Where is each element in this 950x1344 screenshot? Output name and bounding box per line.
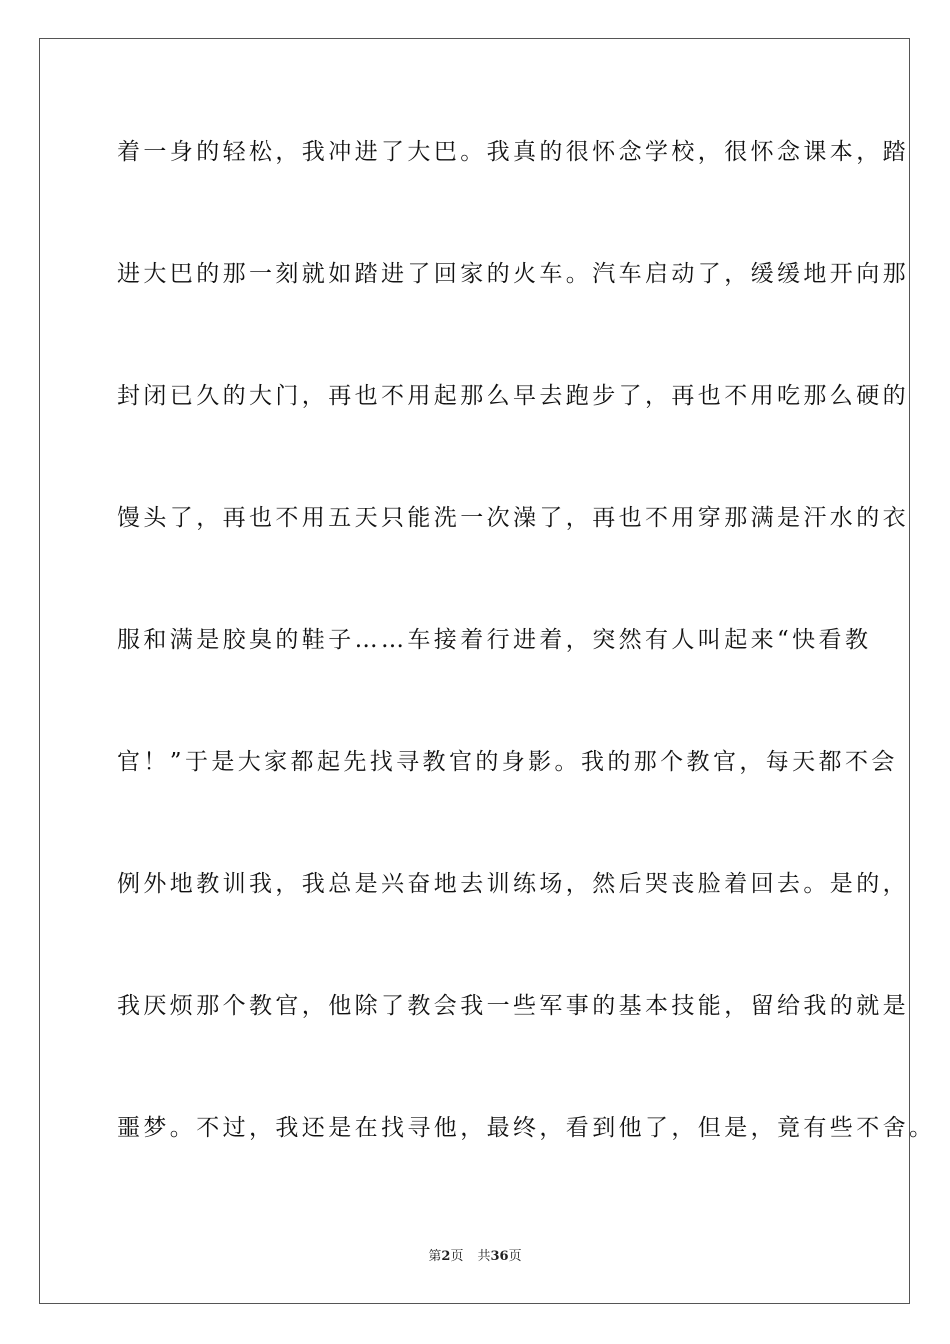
body-text-line-1: 着一身的轻松，我冲进了大巴。我真的很怀念学校，很怀念课本，踏 xyxy=(117,139,909,165)
page-number: 2 xyxy=(441,1249,451,1264)
body-text-line-9: 噩梦。不过，我还是在找寻他，最终，看到他了，但是，竟有些不舍。 xyxy=(117,1115,936,1141)
body-text-line-2: 进大巴的那一刻就如踏进了回家的火车。汽车启动了，缓缓地开向那 xyxy=(117,261,909,287)
body-text-line-6: 官！”于是大家都起先找寻教官的身影。我的那个教官，每天都不会 xyxy=(117,749,898,775)
total-prefix: 共 xyxy=(477,1249,491,1264)
total-suffix: 页 xyxy=(508,1249,522,1264)
page-prefix: 第 xyxy=(428,1249,442,1264)
body-text-line-3: 封闭已久的大门，再也不用起那么早去跑步了，再也不用吃那么硬的 xyxy=(117,383,909,409)
total-pages: 36 xyxy=(490,1249,509,1264)
body-text-line-7: 例外地教训我，我总是兴奋地去训练场，然后哭丧脸着回去。是的， xyxy=(117,871,909,897)
body-text-line-8: 我厌烦那个教官，他除了教会我一些军事的基本技能，留给我的就是 xyxy=(117,993,909,1019)
page-suffix: 页 xyxy=(450,1249,464,1264)
body-text-line-5: 服和满是胶臭的鞋子……车接着行进着，突然有人叫起来“快看教 xyxy=(117,627,872,653)
body-text-line-4: 馒头了，再也不用五天只能洗一次澡了，再也不用穿那满是汗水的衣 xyxy=(117,505,909,531)
page-footer xyxy=(0,1248,950,1266)
